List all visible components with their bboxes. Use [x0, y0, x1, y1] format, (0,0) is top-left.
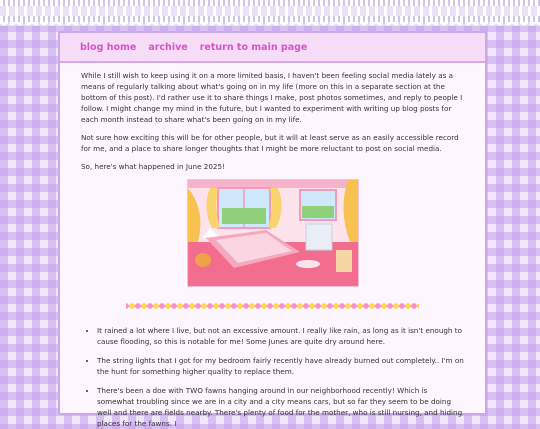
- june-events-list: [81, 325, 465, 429]
- blog-page: [58, 31, 487, 428]
- purpose-paragraph: Not sure how exciting this will be for other people, but it will at least serve as an easily accessible record for me, and a place to share longer thoughts that I might be more reluctant to post on social media.: [81, 133, 459, 153]
- top-nav: [60, 33, 485, 63]
- nav-return-main-link[interactable]: return to main page: [199, 41, 308, 53]
- flower-divider: [126, 300, 419, 312]
- intro-paragraph: While I still wish to keep using it on a more limited basis, I haven't been feeling social media lately as a means of regularly talking about what's going on in my life (more on this in a separate section at the bottom of this post). I'd rather use it to share things I make, post photos sometimes, and reply to people I follow. I might change my mind in the future, but I wanted to experiment with writing up blog posts for each month instead to share what's been going on in my life.: [81, 71, 463, 124]
- list-item: • There's been a doe with TWO fawns hanging around in our neighborhood recently! Which is somewhat troubling since we are in a city and a city means cars, but so far they seem to be doing well and there are fields nearby. There's plenty of food for the mother, who is still nursing, and hiding places for the fawns. I: [97, 385, 465, 429]
- post-content: [60, 63, 485, 428]
- list-item: • The string lights that I got for my bedroom fairly recently have already burned out completely.. I'm on the hunt for something higher quality to replace them.: [97, 355, 465, 377]
- bedroom-illustration: [187, 179, 359, 287]
- june-intro-paragraph: So, here's what happened in June 2025!: [81, 162, 225, 171]
- nav-blog-home-link[interactable]: blog home: [80, 41, 137, 53]
- list-item: • It rained a lot where I live, but not an excessive amount. I really like rain, as long as it isn't enough to cause flooding, so this is notable for me! Some Junes are quite dry around here.: [97, 325, 465, 347]
- lace-band: [0, 6, 540, 16]
- nav-archive-link[interactable]: archive: [148, 41, 188, 53]
